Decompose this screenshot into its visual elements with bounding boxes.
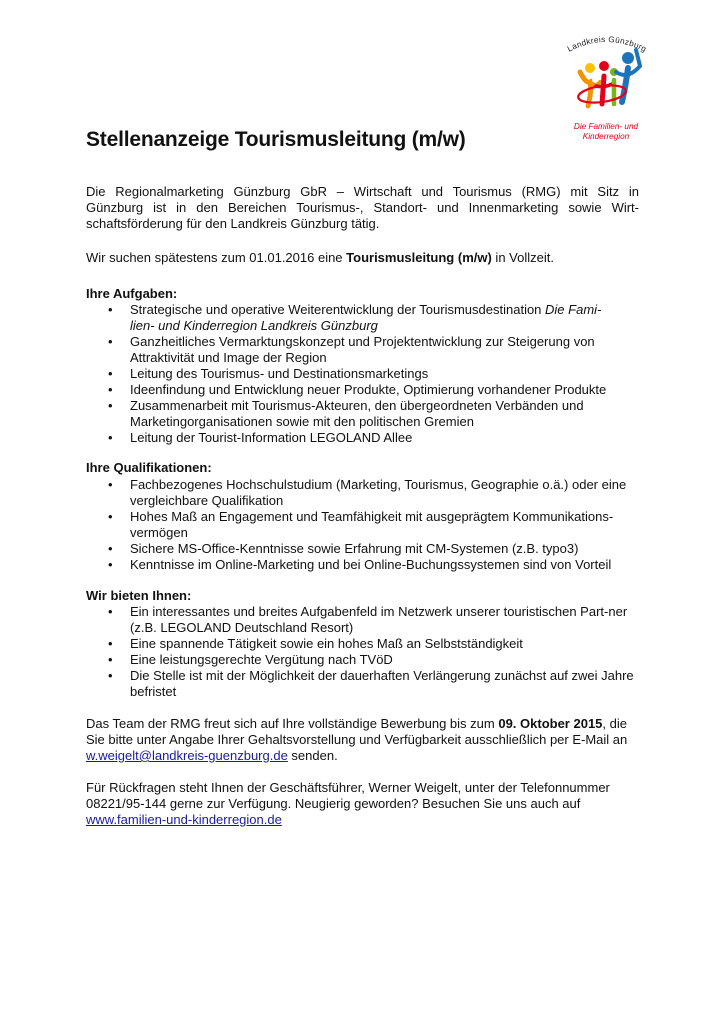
intro-line-1: Die Regionalmarketing Günzburg GbR – Wirtschaft und Tourismus (RMG) mit Sitz in — [86, 184, 639, 199]
list-item: • Leitung der Tourist-Information LEGOLAND Allee — [108, 430, 413, 445]
list-item: • Ein interessantes und breites Aufgabenfeld im Netzwerk unserer touristischen Part-ner (z.B. LEGOLAND Deutschland Resort) — [108, 604, 628, 635]
bieten-heading: Wir bieten Ihnen: — [86, 588, 192, 603]
bullet-icon: • — [108, 652, 113, 667]
list-item: • Leitung des Tourismus- und Destinationsmarketings — [108, 366, 429, 381]
bullet-icon: • — [108, 430, 113, 445]
bullet-icon: • — [108, 541, 113, 556]
page-title: Stellenanzeige Tourismusleitung (m/w) — [86, 128, 466, 151]
logo-top-text: Landkreis Günzburg — [565, 34, 648, 54]
bullet-icon: • — [108, 382, 113, 397]
list-item: • Zusammenarbeit mit Tourismus-Akteuren, den übergeordneten Verbänden und Marketingorganisationen sowie mit den politischen Gremien — [108, 398, 584, 429]
email-link[interactable]: w.weigelt@landkreis-guenzburg.de — [86, 748, 288, 763]
intro-line-2: Günzburg ist in den Bereichen Tourismus-, Standort- und Innenmarketing sowie Wirt- — [86, 200, 639, 215]
website-link[interactable]: www.familien-und-kinderregion.de — [86, 812, 282, 827]
bullet-icon: • — [108, 636, 113, 651]
bullet-icon: • — [108, 668, 113, 683]
bullet-icon: • — [108, 557, 113, 572]
bullet-icon: • — [108, 366, 113, 381]
deadline: 09. Oktober 2015 — [498, 716, 603, 731]
list-item: • Ganzheitliches Vermarktungskonzept und Projektentwicklung zur Steigerung von Attraktivität und Image der Region — [108, 334, 595, 365]
logo-bottom-text-1: Die Familien- und — [573, 122, 639, 131]
list-item: • Hohes Maß an Engagement und Teamfähigkeit mit ausgeprägtem Kommunikations-vermögen — [108, 509, 614, 540]
list-item: • Eine leistungsgerechte Vergütung nach TVöD — [108, 652, 393, 667]
intro-line-3: schaftsförderung für den Landkreis Günzburg tätig. — [86, 216, 380, 231]
qualifikationen-heading: Ihre Qualifikationen: — [86, 460, 212, 475]
list-item: • Eine spannende Tätigkeit sowie ein hohes Maß an Selbstständigkeit — [108, 636, 523, 651]
aufgaben-heading: Ihre Aufgaben: — [86, 286, 178, 301]
bullet-icon: • — [108, 604, 113, 619]
qualifikationen-list — [86, 477, 639, 573]
landkreis-guenzburg-logo — [556, 26, 656, 150]
application-paragraph: Das Team der RMG freut sich auf Ihre vollständige Bewerbung bis zum 09. Oktober 2015, die Sie bitte unter Angabe Ihrer Gehaltsvorstellung und Verfügbarkeit ausschließlich per E-Mail an w.weigelt@landkreis-guenzburg.de senden. — [86, 716, 628, 763]
list-item: • Kenntnisse im Online-Marketing und bei Online-Buchungssystemen sind von Vorteil — [108, 557, 612, 572]
bullet-icon: • — [108, 334, 113, 349]
list-item: • Fachbezogenes Hochschulstudium (Marketing, Tourismus, Geographie o.ä.) oder eine vergleichbare Qualifikation — [108, 477, 627, 508]
bieten-list — [86, 604, 639, 700]
bullet-icon: • — [108, 398, 113, 413]
logo-bottom-text-2: Kinderregion — [582, 132, 630, 141]
bullet-icon: • — [108, 302, 113, 317]
search-prefix: Wir suchen spätestens zum 01.01.2016 eine — [86, 250, 347, 265]
list-item: • Ideenfindung und Entwicklung neuer Produkte, Optimierung vorhandener Produkte — [108, 382, 607, 397]
bullet-icon: • — [108, 477, 113, 492]
search-suffix: in Vollzeit. — [491, 250, 554, 265]
list-item: • Die Stelle ist mit der Möglichkeit der dauerhaften Verlängerung zunächst auf zwei Jahre befristet — [108, 668, 634, 699]
search-position: Tourismusleitung (m/w) — [346, 250, 492, 265]
list-item: • Sichere MS-Office-Kenntnisse sowie Erfahrung mit CM-Systemen (z.B. typo3) — [108, 541, 579, 556]
aufgaben-list — [86, 302, 639, 446]
bullet-icon: • — [108, 509, 113, 524]
contact-paragraph: Für Rückfragen steht Ihnen der Geschäftsführer, Werner Weigelt, unter der Telefonnummer 08221/95-144 gerne zur Verfügung. Neugierig geworden? Besuchen Sie uns auch auf www.familien-und-kinderregion.de — [86, 780, 610, 827]
list-item: • Strategische und operative Weiterentwicklung der Tourismusdestination Die Fami- lien- und Kinderregion Landkreis Günzburg — [108, 302, 602, 333]
search-sentence — [86, 250, 639, 266]
intro-paragraph — [86, 184, 639, 232]
